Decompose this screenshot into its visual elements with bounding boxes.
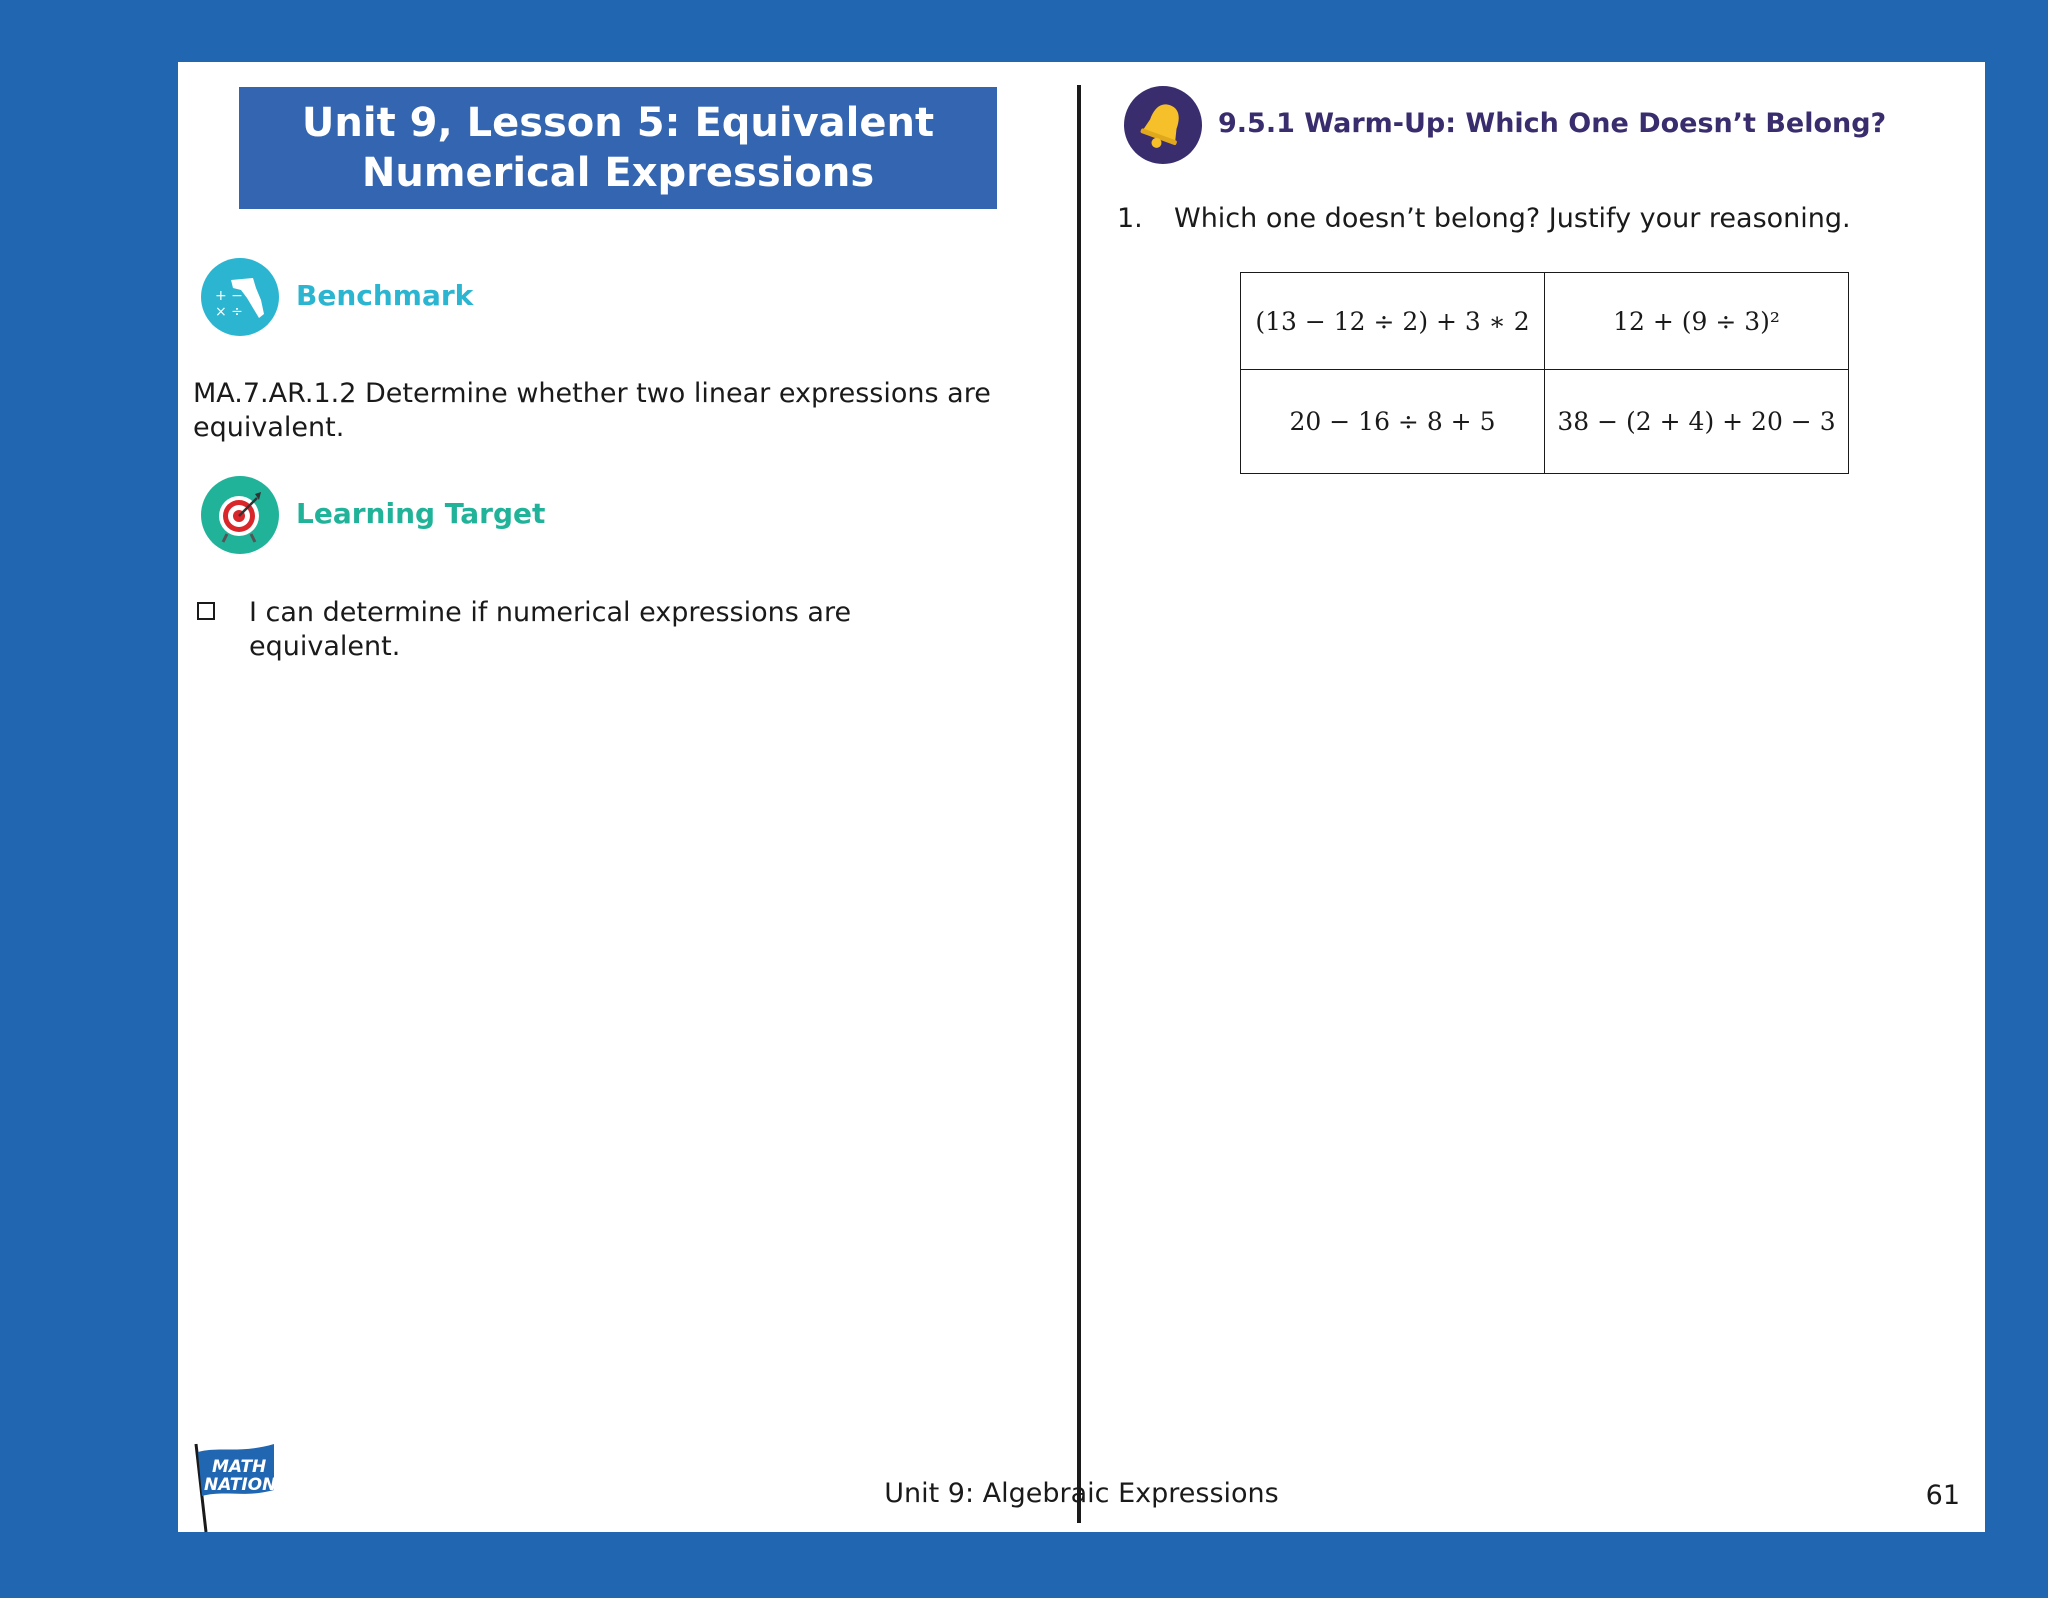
learning-target-item (249, 596, 851, 664)
expression-cell: (13 − 12 ÷ 2) + 3 ∗ 2 (1241, 273, 1545, 370)
lesson-title-line1: Unit 9, Lesson 5: Equivalent (301, 100, 935, 146)
expression-table (1240, 272, 1849, 474)
learning-target-item-line2: equivalent. (249, 631, 401, 662)
question-text: Which one doesn’t belong? Justify your reasoning. (1174, 203, 1851, 234)
expression-cell: 20 − 16 ÷ 8 + 5 (1241, 370, 1545, 474)
florida-math-icon (201, 258, 279, 336)
lesson-title-line2: Numerical Expressions (361, 150, 875, 196)
workbook-page (178, 62, 1985, 1532)
page-number: 61 (1925, 1480, 1960, 1511)
expression-cell: 12 + (9 ÷ 3)² (1545, 273, 1849, 370)
benchmark-text-line1: MA.7.AR.1.2 Determine whether two linear expressions are (193, 378, 991, 409)
warmup-heading: 9.5.1 Warm-Up: Which One Doesn’t Belong? (1218, 108, 1887, 139)
lesson-title (239, 87, 997, 209)
svg-text:+ −: + − (215, 288, 243, 304)
benchmark-heading: Benchmark (296, 279, 474, 312)
benchmark-text-line2: equivalent. (193, 412, 345, 443)
logo-text-line2: NATION (204, 1475, 277, 1495)
bell-icon (1124, 86, 1202, 164)
target-icon (201, 476, 279, 554)
svg-text:× ÷: × ÷ (215, 304, 243, 320)
question-number: 1. (1117, 203, 1143, 234)
learning-target-heading: Learning Target (296, 497, 546, 530)
benchmark-text (193, 377, 991, 445)
expression-cell: 38 − (2 + 4) + 20 − 3 (1545, 370, 1849, 474)
learning-target-checkbox[interactable] (197, 602, 215, 620)
column-divider (1077, 85, 1081, 1523)
logo-text-line1: MATH (212, 1457, 267, 1477)
learning-target-item-line1: I can determine if numerical expressions are (249, 597, 852, 628)
footer-unit-title: Unit 9: Algebraic Expressions (884, 1478, 1279, 1509)
